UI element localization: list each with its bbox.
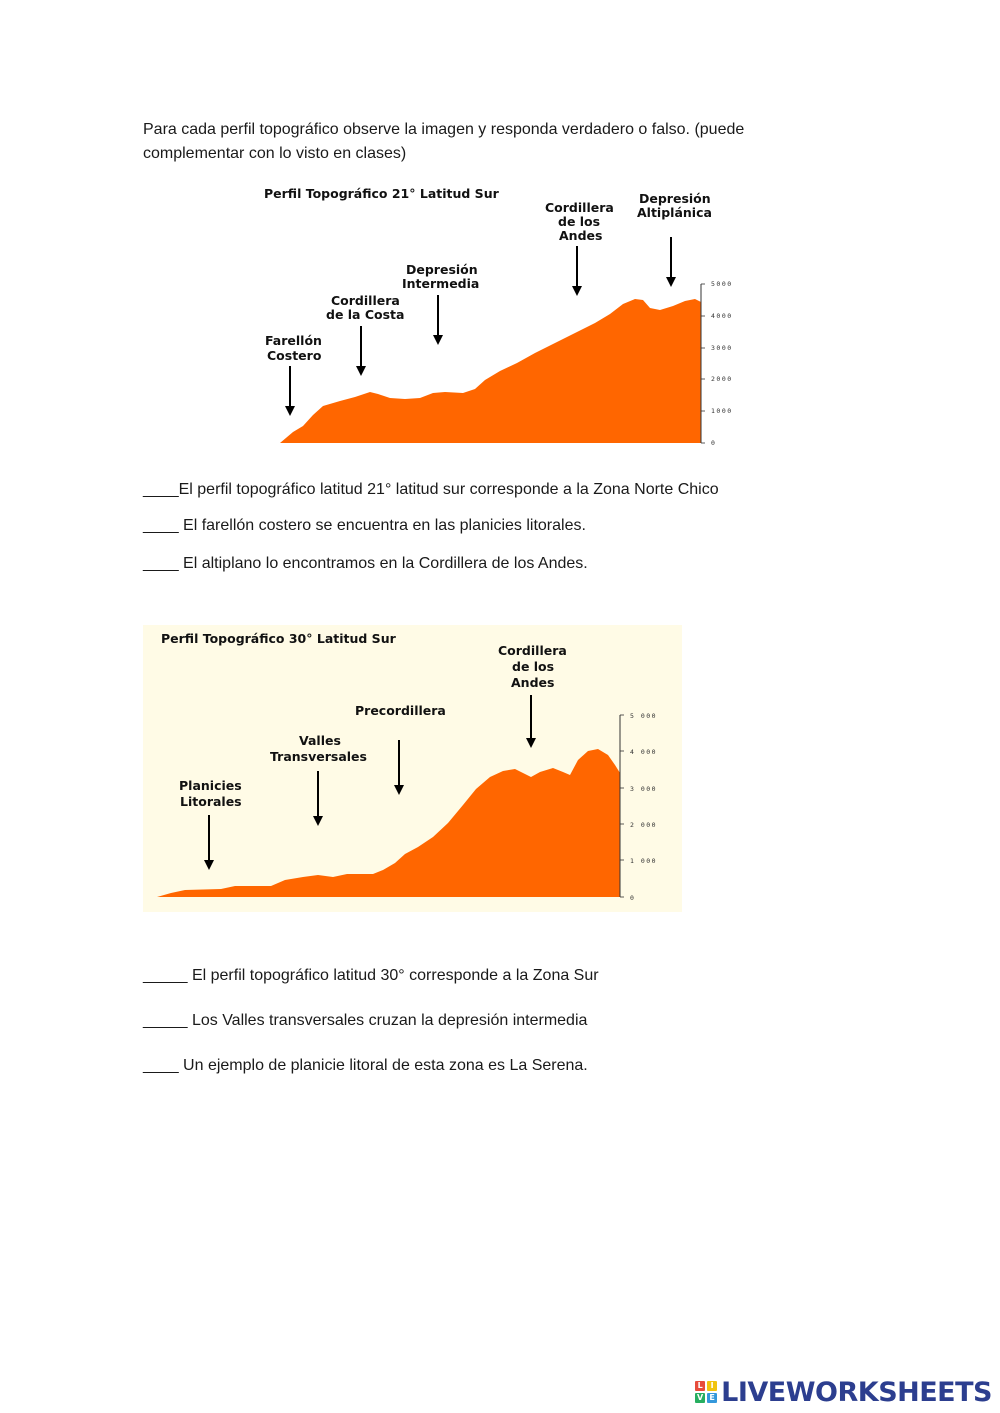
liveworksheets-logo-icon: L I V E <box>695 1381 717 1403</box>
svg-text:Transversales: Transversales <box>270 749 367 764</box>
instructions-line-1: Para cada perfil topográfico observe la imagen y responda verdadero o falso. (puede <box>143 121 745 138</box>
profile-30-title: Perfil Topográfico 30° Latitud Sur <box>161 631 396 646</box>
profile-30-figure <box>143 625 682 912</box>
svg-text:de la Costa: de la Costa <box>326 307 405 322</box>
profile-30-tick-1000: 1 000 <box>630 857 658 865</box>
label-cordillera-andes-21 <box>545 200 614 243</box>
profile-21-tick-4000: 4000 <box>711 312 733 320</box>
svg-text:Depresión: Depresión <box>639 191 711 206</box>
question-2-text: El farellón costero se encuentra en las planicies litorales. <box>178 517 586 534</box>
answer-blank-1[interactable]: ____ <box>143 481 179 498</box>
arrow-planicies-icon <box>204 815 214 870</box>
profile-30-terrain <box>157 749 620 897</box>
svg-text:Andes: Andes <box>559 228 603 243</box>
svg-text:Cordillera: Cordillera <box>498 643 567 658</box>
svg-text:de los: de los <box>558 214 601 229</box>
profile-30-svg <box>143 625 682 912</box>
profile-30-axis-ticks <box>620 712 657 902</box>
profile-21-figure <box>255 180 745 450</box>
label-planicies-litorales <box>179 778 242 809</box>
svg-text:Cordillera: Cordillera <box>545 200 614 215</box>
profile-21-axis-ticks <box>701 280 733 447</box>
answer-blank-2[interactable]: ____ <box>143 517 179 534</box>
instructions-line-2: complementar con lo visto en clases) <box>143 145 407 162</box>
arrow-cordillera-costa-icon <box>356 326 366 376</box>
answer-blank-6[interactable]: ____ <box>143 1057 179 1074</box>
label-farellon-costero <box>265 333 322 363</box>
svg-text:Andes: Andes <box>511 675 555 690</box>
profile-30-tick-2000: 2 000 <box>630 821 658 829</box>
svg-text:Litorales: Litorales <box>180 794 242 809</box>
svg-text:Farellón: Farellón <box>265 333 322 348</box>
profile-21-tick-1000: 1000 <box>711 407 733 415</box>
profile-21-svg <box>255 180 745 450</box>
question-5 <box>143 1011 587 1031</box>
question-1-text: El perfil topográfico latitud 21° latitud sur corresponde a la Zona Norte Chico <box>178 481 719 498</box>
profile-30-tick-5000: 5 000 <box>630 712 658 720</box>
svg-text:Altiplánica: Altiplánica <box>637 205 712 220</box>
svg-text:Depresión: Depresión <box>406 262 478 277</box>
label-depresion-intermedia <box>402 262 479 291</box>
instructions <box>143 118 843 166</box>
profile-21-tick-3000: 3000 <box>711 344 733 352</box>
svg-text:Precordillera: Precordillera <box>355 703 446 718</box>
label-cordillera-andes-30 <box>498 643 567 690</box>
liveworksheets-footer[interactable] <box>695 1377 992 1407</box>
question-5-text: Los Valles transversales cruzan la depresión intermedia <box>187 1012 588 1029</box>
liveworksheets-brand: LIVEWORKSHEETS <box>721 1376 992 1408</box>
arrow-precordillera-icon <box>394 740 404 795</box>
label-cordillera-costa <box>326 293 404 322</box>
arrow-farellon-icon <box>285 366 295 416</box>
question-6-text: Un ejemplo de planicie litoral de esta zona es La Serena. <box>178 1057 588 1074</box>
svg-text:Cordillera: Cordillera <box>331 293 400 308</box>
question-1 <box>143 480 719 500</box>
answer-blank-3[interactable]: ____ <box>143 555 179 572</box>
label-valles-transversales <box>270 733 367 764</box>
profile-21-title: Perfil Topográfico 21° Latitud Sur <box>264 186 499 201</box>
profile-30-tick-0: 0 <box>630 894 636 902</box>
profile-21-tick-5000: 5000 <box>711 280 733 288</box>
svg-text:Intermedia: Intermedia <box>402 276 480 291</box>
question-3-text: El altiplano lo encontramos en la Cordillera de los Andes. <box>178 555 588 572</box>
question-4-text: El perfil topográfico latitud 30° corresponde a la Zona Sur <box>187 967 599 984</box>
arrow-cordillera-andes-21-icon <box>572 246 582 296</box>
question-6 <box>143 1056 588 1076</box>
svg-text:Costero: Costero <box>267 348 322 363</box>
answer-blank-4[interactable]: _____ <box>143 967 188 984</box>
question-2 <box>143 516 586 536</box>
arrow-depresion-altiplanica-icon <box>666 237 676 287</box>
svg-text:Planicies: Planicies <box>179 778 242 793</box>
profile-30-tick-3000: 3 000 <box>630 785 658 793</box>
label-precordillera <box>355 703 446 718</box>
profile-21-tick-2000: 2000 <box>711 375 733 383</box>
svg-text:Valles: Valles <box>299 733 341 748</box>
arrow-cordillera-andes-30-icon <box>526 695 536 748</box>
svg-text:de los: de los <box>512 659 555 674</box>
arrow-valles-icon <box>313 771 323 826</box>
profile-30-tick-4000: 4 000 <box>630 748 658 756</box>
question-3 <box>143 554 588 574</box>
question-4 <box>143 966 599 986</box>
label-depresion-altiplanica <box>637 191 712 220</box>
profile-21-tick-0: 0 <box>711 439 717 447</box>
answer-blank-5[interactable]: _____ <box>143 1012 188 1029</box>
arrow-depresion-intermedia-icon <box>433 295 443 345</box>
